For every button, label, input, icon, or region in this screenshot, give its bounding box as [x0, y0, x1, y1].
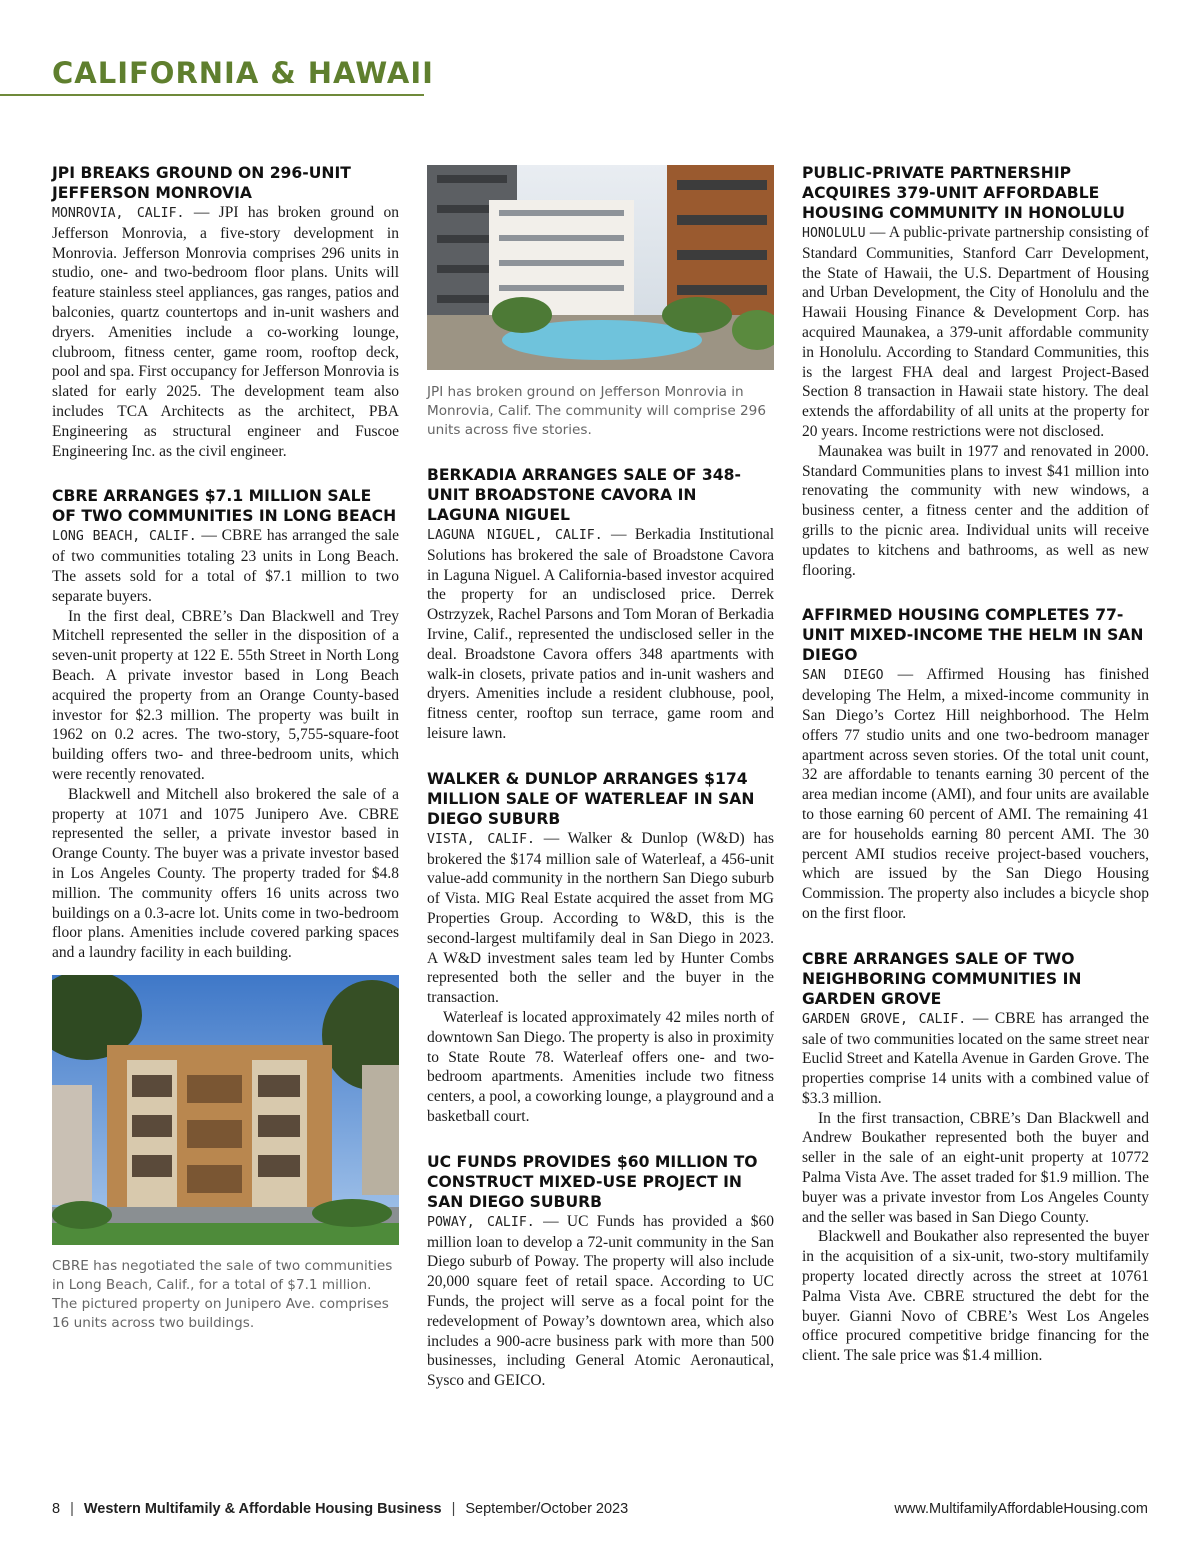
dateline: HONOLULU	[802, 226, 866, 241]
article-maunakea-honolulu	[802, 163, 1149, 580]
article-paragraph: HONOLULU — A public-private partnership consisting of Standard Communities, Stanford Carr Development, the State of Hawaii, the U.S. Department of Housing and Urban Development, the City of Honolulu and the Hawaii Housing Finance & Development Corp. has acquired Maunakea, a 379-unit affordable community in Honolulu. According to Standard Communities, this is the largest FHA deal and largest Project-Based Section 8 transaction in Hawaii state history. The deal extends the affordability of all units at the property for 20 years. Income restrictions were not disclosed.	[802, 224, 1149, 440]
article-paragraph: Maunakea was built in 1977 and renovated in 2000. Standard Communities plans to invest $41 million into renovating the community with new windows, a business center, a fitness center and the addition of grills to the picnic area. Individual units will receive updates to kitchens and bathrooms, as well as new flooring.	[802, 442, 1149, 579]
publication-name: Western Multifamily & Affordable Housing Business	[83, 1501, 442, 1517]
jefferson-monrovia-rendering	[427, 165, 774, 370]
article-headline: UC FUNDS PROVIDES $60 MILLION TO CONSTRUCT MIXED-USE PROJECT IN SAN DIEGO SUBURB	[427, 1152, 758, 1211]
column-3	[802, 163, 1149, 1391]
article-paragraph: SAN DIEGO — Affirmed Housing has finished developing The Helm, a mixed-income community in San Diego’s Cortez Hill neighborhood. The Helm offers 77 studio units and one two-bedroom manager apartment across seven stories. Of the total unit count, 32 are affordable to tenants earning 30 percent of the area median income (AMI), and four units are available to those earning 60 percent of AMI. The remaining 41 are for households earning 80 percent AMI. The 30 percent AMI studios receive project-based vouchers, which are issued by the San Diego Housing Commission. The property also includes a bicycle shop on the first floor.	[802, 666, 1149, 922]
article-affirmed-the-helm	[802, 605, 1149, 923]
article-cbre-long-beach	[52, 486, 399, 963]
dateline: POWAY, CALIF.	[427, 1214, 535, 1230]
article-walker-dunlop-waterleaf	[427, 769, 774, 1127]
article-paragraph: LONG BEACH, CALIF. — CBRE has arranged the sale of two communities totaling 23 units in Long Beach. The assets sold for a total of $7.1 million to two separate buyers.	[52, 527, 400, 605]
article-uc-funds-poway	[427, 1152, 774, 1391]
section-title: CALIFORNIA & HAWAII	[52, 56, 434, 90]
section-rule	[0, 94, 424, 96]
dateline: MONROVIA, CALIF.	[52, 206, 185, 221]
dateline: SAN DIEGO	[802, 668, 884, 684]
article-paragraph: In the first deal, CBRE’s Dan Blackwell and Trey Mitchell represented the seller in the disposition of a seven-unit property at 122 E. 55th Street in North Long Beach. A private investor based in Long Beach acquired the property from an Orange County-based investor for $2.3 million. The property was built in 1962 on 0.2 acres. The two-story, 5,755-square-foot building offers two- and three-bedroom units, which were recently renovated.	[52, 607, 399, 783]
article-paragraph: POWAY, CALIF. — UC Funds has provided a $60 million loan to develop a 72-unit community in the San Diego suburb of Poway. The property will also include 20,000 square feet of retail space. According to UC Funds, the project will serve as a focal point for the redevelopment of Poway’s downtown area, which also includes a 900-acre business park with more than 500 businesses, including General Atomic Aeronautical, Sysco and GEICO.	[427, 1212, 775, 1390]
long-beach-photo	[52, 975, 399, 1245]
article-paragraph: VISTA, CALIF. — Walker & Dunlop (W&D) has brokered the $174 million sale of Waterleaf, a 456-unit value-add community in the northern San Diego suburb of Vista. MIG Real Estate acquired the asset from MG Properties Group. According to W&D, this is the second-largest multifamily deal in San Diego in 2023. A W&D investment sales team led by Hunter Combs represented both the seller and the buyer in the transaction.	[427, 829, 775, 1007]
article-paragraph: MONROVIA, CALIF. — JPI has broken ground on Jefferson Monrovia, a five-story development in Monrovia. Jefferson Monrovia comprises 296 units in studio, one- and two-bedroom floor plans. Units will feature stainless steel appliances, gas ranges, patios and balconies, quartz countertops and in-unit washers and dryers. Amenities include a co-working lounge, clubroom, fitness center, game room, rooftop deck, pool and spa. First occupancy for Jefferson Monrovia is slated for early 2025. The development team also includes TCA Architects as the architect, PBA Engineering as structural engineer and Fuscoe Engineering Inc. as the civil engineer.	[52, 204, 399, 460]
page-number: 8	[52, 1501, 61, 1517]
article-headline: CBRE ARRANGES $7.1 MILLION SALE OF TWO COMMUNITIES IN LONG BEACH	[52, 487, 397, 526]
article-jpi-monrovia	[52, 163, 399, 461]
article-headline: JPI BREAKS GROUND ON 296-UNIT JEFFERSON MONROVIA	[52, 164, 351, 202]
article-paragraph: Blackwell and Mitchell also brokered the sale of a property at 1071 and 1075 Junipero Ave. CBRE represented the seller, a private investor based in Orange County. The buyer was a private investor based in Los Angeles County. The property traded for $4.8 million. The community offers 16 units across two buildings on a 0.3-acre lot. Units come in two-bedroom floor plans. Amenities include covered parking spaces and a laundry facility in each building.	[52, 785, 399, 962]
column-1	[52, 163, 399, 1333]
footer-separator: |	[70, 1501, 74, 1517]
dateline: VISTA, CALIF.	[427, 831, 536, 847]
article-paragraph: Waterleaf is located approximately 42 miles north of downtown San Diego. The property is also in proximity to State Route 78. Waterleaf offers one- and two-bedroom apartments. Amenities include two fitness centers, a pool, a coworking lounge, a playground and a basketball court.	[427, 1008, 774, 1125]
dateline: LAGUNA NIGUEL, CALIF.	[427, 528, 603, 543]
article-cbre-garden-grove	[802, 949, 1149, 1366]
article-headline: CBRE ARRANGES SALE OF TWO NEIGHBORING COMMUNITIES IN GARDEN GROVE	[802, 949, 1082, 1008]
article-berkadia-cavora	[427, 465, 774, 744]
article-headline: AFFIRMED HOUSING COMPLETES 77-UNIT MIXED-INCOME THE HELM IN SAN DIEGO	[802, 606, 1144, 665]
photo-caption: CBRE has negotiated the sale of two communities in Long Beach, Calif., for a total of $7.1 million. The pictured property on Junipero Ave. comprises 16 units across two buildings.	[52, 1257, 393, 1331]
footer-separator: |	[451, 1501, 456, 1517]
article-headline: WALKER & DUNLOP ARRANGES $174 MILLION SALE OF WATERLEAF IN SAN DIEGO SUBURB	[427, 769, 755, 828]
issue-date: September/October 2023	[465, 1501, 629, 1517]
article-headline: BERKADIA ARRANGES SALE OF 348-UNIT BROADSTONE CAVORA IN LAGUNA NIGUEL	[427, 466, 741, 524]
article-paragraph: Blackwell and Boukather also represented the buyer in the acquisition of a six-unit, two-story multifamily property located directly across the street at 10761 Palma Vista Ave. CBRE structured the debt for the buyer. Gianni Novo of CBRE’s West Los Angeles office procured competitive bridge financing for the client. The sale price was $1.4 million.	[802, 1228, 1149, 1365]
dateline: GARDEN GROVE, CALIF.	[802, 1011, 967, 1027]
apartment-building-image	[52, 975, 399, 1245]
article-paragraph: In the first transaction, CBRE’s Dan Blackwell and Andrew Boukather represented both the buyer and seller in the sale of an eight-unit property at 10772 Palma Vista Ave. The asset traded for $1.9 million. The buyer was a private investor from Los Angeles County and the seller was based in San Diego County.	[802, 1109, 1149, 1226]
page-footer	[52, 1501, 1148, 1517]
article-headline: PUBLIC-PRIVATE PARTNERSHIP ACQUIRES 379-UNIT AFFORDABLE HOUSING COMMUNITY IN HONOLULU	[802, 164, 1125, 222]
article-paragraph: GARDEN GROVE, CALIF. — CBRE has arranged the sale of two communities located on the same street near Euclid Street and Katella Avenue in Garden Grove. The properties comprise 14 units with a combined value of $3.3 million.	[802, 1009, 1149, 1107]
photo-caption: JPI has broken ground on Jefferson Monrovia in Monrovia, Calif. The community will comprise 296 units across five stories.	[427, 384, 766, 438]
article-paragraph: LAGUNA NIGUEL, CALIF. — Berkadia Institutional Solutions has brokered the sale of Broadstone Cavora in Laguna Niguel. A California-based investor acquired the property for an undisclosed price. Derrek Ostrzyzek, Rachel Parsons and Tom Moran of Berkadia Irvine, Calif., represented the undisclosed seller in the deal. Broadstone Cavora offers 348 apartments with walk-in closets, private patios and in-unit washers and dryers. Amenities include a resident clubhouse, pool, fitness center, rooftop sun terrace, game room and leisure lawn.	[427, 526, 775, 742]
website-link[interactable]: www.MultifamilyAffordableHousing.com	[894, 1501, 1148, 1517]
column-2	[427, 165, 774, 1416]
rendering-image	[427, 165, 774, 370]
dateline: LONG BEACH, CALIF.	[52, 529, 197, 545]
footer-left	[52, 1501, 628, 1517]
